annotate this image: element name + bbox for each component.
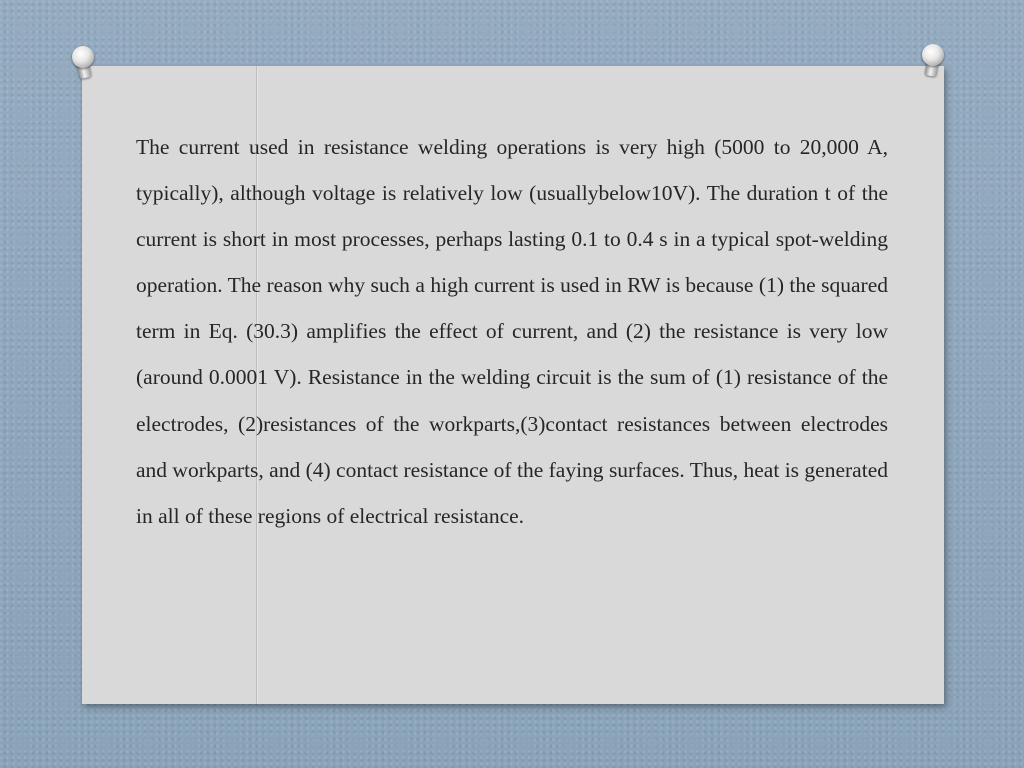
slide-paragraph: The current used in resistance welding operations is very high (5000 to 20,000 A, typically), although voltage is relatively low (usuallybelow10V). The duration t of the current is short in most processes, perhaps lasting 0.1 to 0.4 s in a typical spot-welding operation. The reason why such a high current is used in RW is because (1) the squared term in Eq. (30.3) amplifies the effect of current, and (2) the resistance is very low (around 0.0001 V). Resistance in the welding circuit is the sum of (1) resistance of the electrodes, (2)resistances of the workparts,(3)contact resistances between electrodes and workparts, and (4) contact resistance of the faying surfaces. Thus, heat is generated in all of these regions of electrical resistance.: [136, 135, 888, 528]
slide-board: [82, 66, 944, 704]
pushpin-icon: [66, 44, 106, 84]
pushpin-icon: [914, 42, 954, 82]
